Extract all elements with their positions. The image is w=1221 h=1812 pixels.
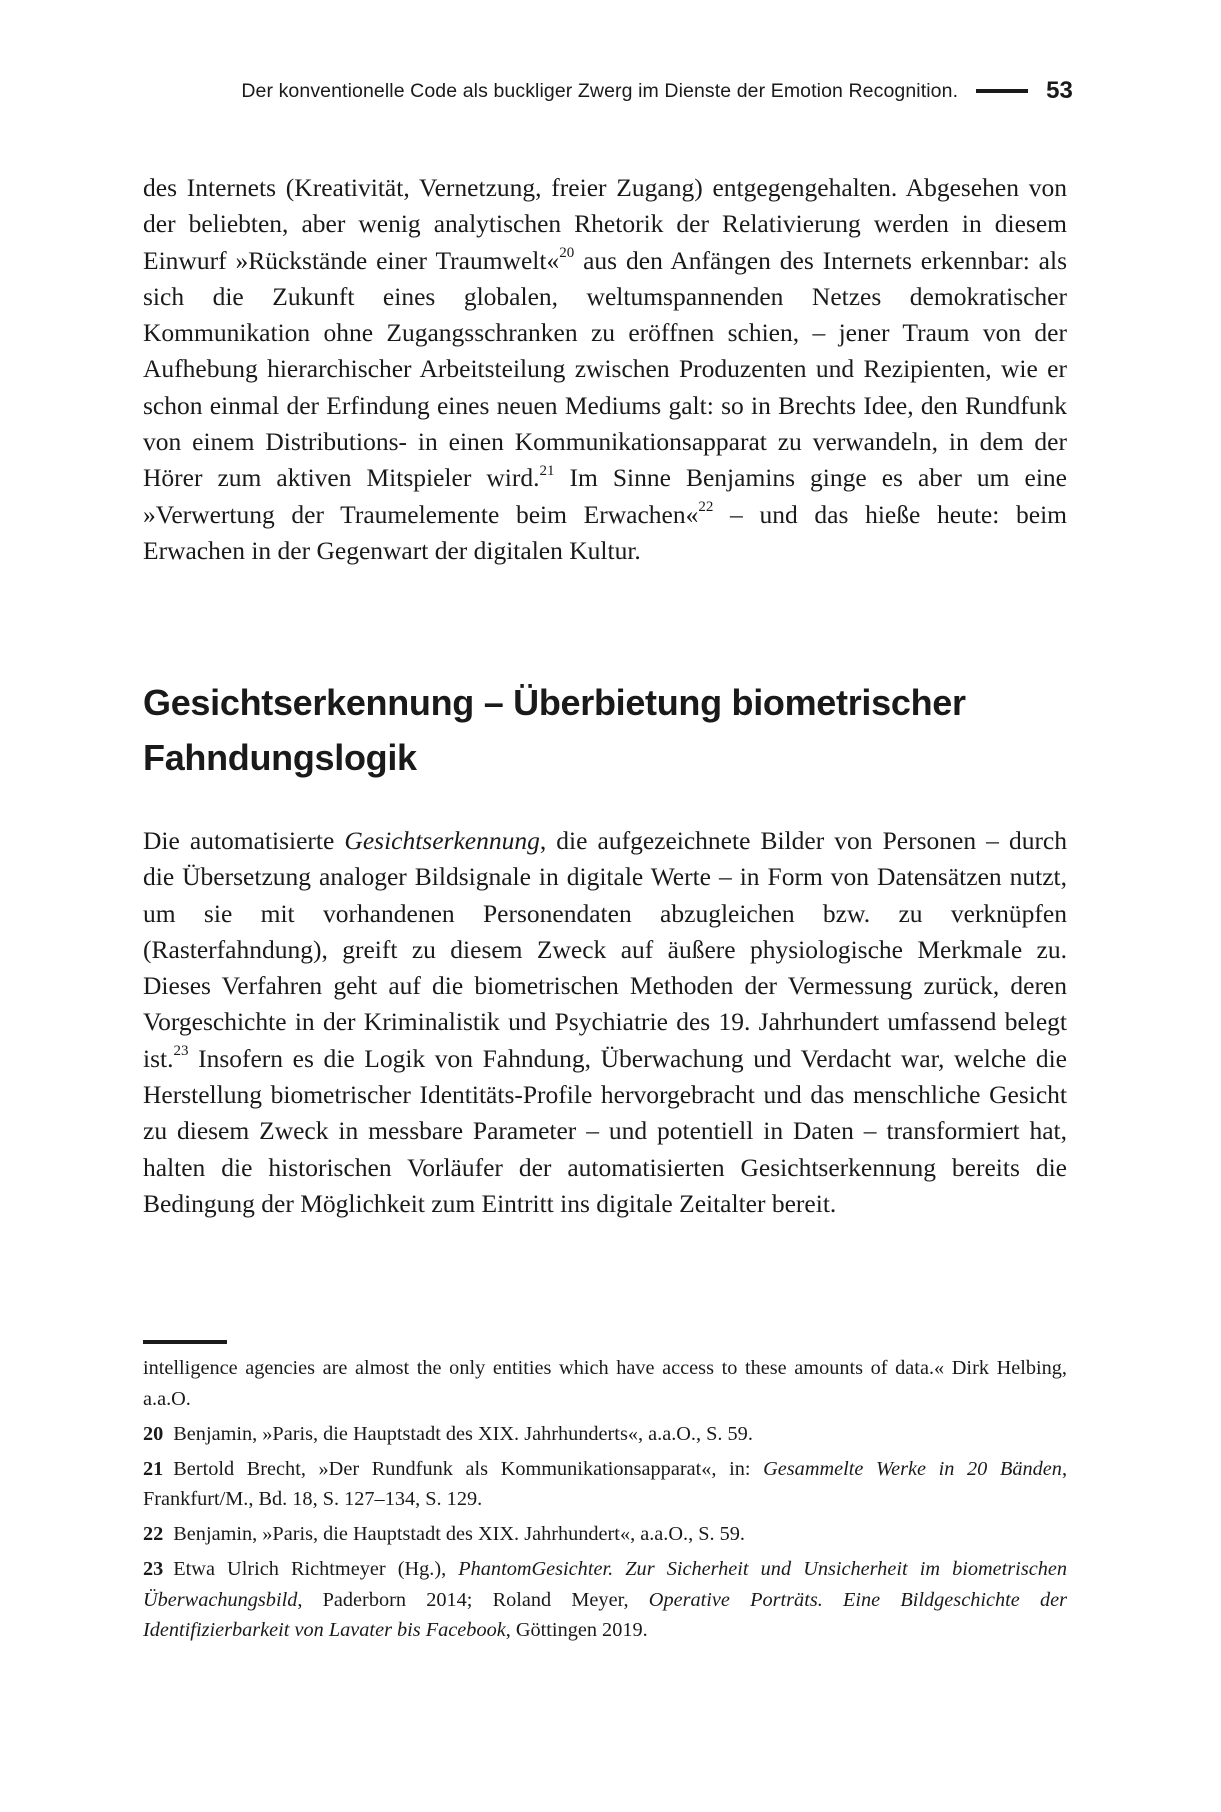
- footnote-italic-title: Operative Porträts. Eine Bildgeschichte der Identifizierbarkeit von Lavater bis Facebook: [143, 1588, 1068, 1641]
- running-head-title: Der konventionelle Code als buckliger Zwerg im Dienste der Emotion Recognition.: [241, 79, 959, 102]
- paragraph-text: Im Sinne Benjamins ginge es aber um eine »Verwertung der Traumelemente beim Erwachen«: [143, 463, 1067, 529]
- footnote-text: Benjamin, »Paris, die Hauptstadt des XIX. Jahrhundert«, a.a.O., S. 59.: [173, 1523, 745, 1545]
- section-heading-wrap: [143, 680, 1067, 795]
- footnote-text: Etwa Ulrich Richtmeyer (Hg.),: [173, 1558, 459, 1580]
- paragraph-text: aus den Anfängen des Internets erkennbar: als sich die Zukunft eines globalen, weltumspannenden Netzes demokratischer Kommunikation ohne Zugangsschranken zu eröffnen schien, – jener Traum von der Aufhebung hierarchischer Arbeitsteilung zwischen Produzenten und Rezipienten, wie er schon einmal der Erfindung eines neuen Mediums galt: so in Brechts Idee, den Rundfunk von einem Distributions- in einen Kommunikationsapparat zu verwandeln, in dem der Hörer zum aktiven Mitspieler wird.: [143, 245, 1068, 493]
- footnotes: [143, 1353, 1067, 1650]
- footnote-text: , Paderborn 2014; Roland Meyer,: [297, 1588, 649, 1611]
- footnote-ref-21[interactable]: 21: [539, 462, 555, 479]
- paragraph-text: Die automatisierte: [143, 826, 345, 855]
- footnote-number: 22: [143, 1523, 164, 1545]
- page-number: 53: [1046, 77, 1073, 104]
- section-heading: [143, 675, 1067, 785]
- footnote-italic-title: Gesammelte Werke in 20 Bänden: [763, 1457, 1062, 1480]
- running-head: [140, 74, 1073, 108]
- footnote-text: intelligence agencies are almost the only entities which have access to these amounts of data.« Dirk Helbing, a.a.O.: [143, 1357, 1067, 1410]
- footnote-continued: [143, 1353, 1067, 1414]
- footnote-ref-20[interactable]: 20: [559, 245, 575, 262]
- running-head-rule: [976, 89, 1028, 93]
- footnote-rule: [143, 1340, 227, 1344]
- footnote-ref-23[interactable]: 23: [173, 1043, 189, 1060]
- paragraph-section: [143, 823, 1067, 1222]
- footnote-number: 21: [143, 1457, 164, 1480]
- paragraph-text: – und das hieße heute: beim Erwachen in der Gegenwart der digitalen Kultur.: [143, 499, 1067, 565]
- footnote-text: , Göttingen 2019.: [505, 1619, 648, 1641]
- footnote-text: , Frankfurt/M., Bd. 18, S. 127–134, S. 129.: [143, 1457, 1068, 1510]
- paragraph-text: des Internets (Kreativität, Vernetzung, freier Zugang) entgegengehalten. Abgesehen von der beliebten, aber wenig analytischen Rhetorik der Relativierung werden in diesem Einwurf »Rückstände einer Traumwelt«: [143, 173, 1067, 275]
- paragraph-text: Insofern es die Logik von Fahndung, Überwachung und Verdacht war, welche die Herstellung biometrischer Identitäts-Profile hervorgebracht und das menschliche Gesicht zu diesem Zweck in messbare Parameter – und potentiell in Daten – transformiert hat, halten die historischen Vorläufer der automatisierten Gesichtserkennung bereits die Bedingung der Möglichkeit zum Eintritt ins digitale Zeitalter bereit.: [143, 1043, 1067, 1218]
- footnote-21: [143, 1454, 1067, 1515]
- footnote-ref-22[interactable]: 22: [698, 499, 714, 516]
- footnote-number: 20: [143, 1422, 164, 1445]
- section-heading-line-1: Gesichtserkennung – Überbietung biometrischer: [143, 682, 966, 723]
- footnote-23: [143, 1554, 1067, 1646]
- footnote-text: Bertold Brecht, »Der Rundfunk als Kommunikationsapparat«, in:: [173, 1457, 764, 1480]
- paragraph-continued: [143, 170, 1067, 569]
- footnote-number: 23: [143, 1558, 164, 1580]
- italic-term: Gesichtserkennung: [344, 826, 540, 855]
- section-heading-line-2: Fahndungslogik: [143, 737, 417, 778]
- footnote-italic-title: PhantomGesichter. Zur Sicherheit und Unsicherheit im biometrischen Überwachungsbild: [143, 1558, 1067, 1611]
- paragraph-text: , die aufgezeichnete Bilder von Personen – durch die Übersetzung analoger Bildsignale in digitale Werte – in Form von Datensätzen nutzt, um sie mit vorhandenen Personendaten abzugleichen bzw. zu verknüpfen (Rasterfahndung), greift zu diesem Zweck auf äußere physiologische Merkmale zu. Dieses Verfahren geht auf die biometrischen Methoden der Vermessung zurück, deren Vorgeschichte in der Kriminalistik und Psychiatrie des 19. Jahrhundert umfassend belegt ist.: [143, 826, 1068, 1073]
- footnote-text: Benjamin, »Paris, die Hauptstadt des XIX. Jahrhunderts«, a.a.O., S. 59.: [173, 1422, 753, 1445]
- footnote-22: [143, 1519, 1067, 1550]
- footnote-20: [143, 1419, 1067, 1450]
